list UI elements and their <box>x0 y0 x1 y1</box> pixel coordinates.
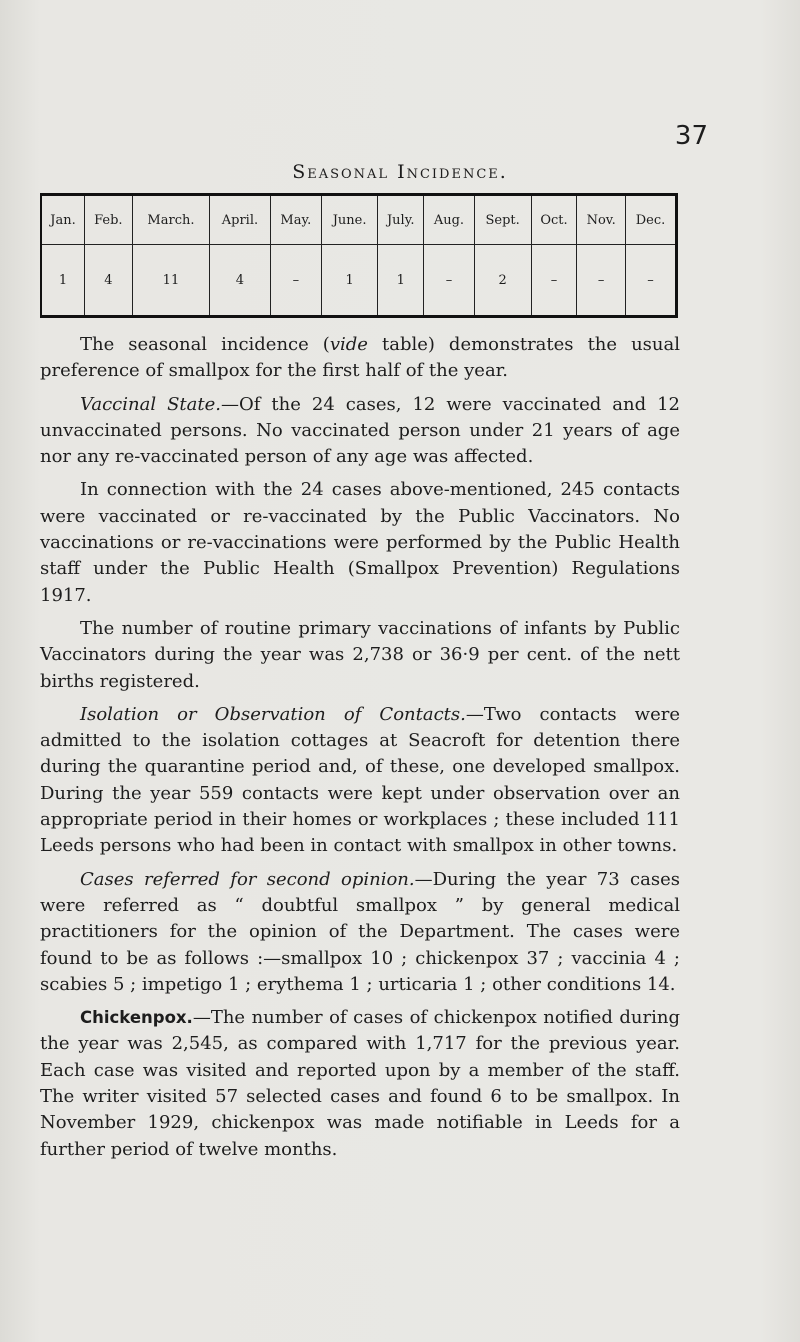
value-cell: 1 <box>41 245 85 317</box>
paragraph-text: —Of the 24 cases, 12 were vaccinated and 12 unvaccinated persons. No vaccinated person under 21 years of age nor any re-vaccinated person of any age was affected. <box>40 393 680 468</box>
paragraph-text: —The number of cases of chickenpox notified during the year was 2,545, as compared with 1,717 for the previous year. Each case was visited and reported upon by a member of the staff. The writer visited 57 selected cases and found 6 to be smallpox. In November 1929, chickenpox was made notifiable in Leeds for a further period of twelve months. <box>40 1007 680 1160</box>
header-cell: Sept. <box>474 195 531 245</box>
paragraph-heading: Cases referred for second opinion. <box>80 868 415 890</box>
paragraph-contacts-vaccinated: In connection with the 24 cases above-mentioned, 245 contacts were vaccinated or re-vaccinated by the Public Vaccinators. No vaccinations or re-vaccinations were performed by the Public Health staff under the Public Health (Smallpox Prevention) Regulations 1917. <box>40 479 680 606</box>
header-cell: Feb. <box>85 195 133 245</box>
page-number: 37 <box>674 121 708 151</box>
header-cell: June. <box>322 195 378 245</box>
value-cell: – <box>531 245 577 317</box>
value-cell: – <box>626 245 677 317</box>
value-cell: – <box>424 245 474 317</box>
seasonal-incidence-table <box>40 193 678 318</box>
header-cell: May. <box>270 195 321 245</box>
paragraph-heading: Chickenpox. <box>80 1008 193 1028</box>
header-cell: Oct. <box>531 195 577 245</box>
paragraph-text: —Two contacts were admitted to the isolation cottages at Seacroft for detention there during the quarantine period and, of these, one developed smallpox. During the year 559 contacts were kept under observation over an appropriate period in their homes or workplaces ; these included 111 Leeds persons who had been in contact with smallpox in other towns. <box>40 703 680 857</box>
header-cell: Dec. <box>626 195 677 245</box>
header-cell: Jan. <box>41 195 85 245</box>
header-cell: March. <box>132 195 210 245</box>
paragraph-routine-vaccinations: The number of routine primary vaccinations of infants by Public Vaccinators during the year was 2,738 or 36·9 per cent. of the nett births registered. <box>40 617 680 692</box>
table-header-row <box>41 195 677 245</box>
paragraph-second-opinion <box>40 867 680 998</box>
paragraph-seasonal <box>40 332 680 385</box>
section-title: Seasonal Incidence. <box>292 161 508 183</box>
value-cell: 4 <box>210 245 270 317</box>
paragraph-text: —During the year 73 cases were referred as “ doubtful smallpox ” by general medical practitioners for the opinion of the Department. The cases were found to be as follows :—smallpox 10 ; chickenpox 37 ; vaccinia 4 ; scabies 5 ; impetigo 1 ; erythema 1 ; urticaria 1 ; other conditions 14. <box>40 868 680 995</box>
value-cell: 4 <box>85 245 133 317</box>
header-cell: April. <box>210 195 270 245</box>
paragraph-heading: Isolation or Observation of Contacts. <box>80 703 466 725</box>
paragraph-isolation <box>40 702 680 860</box>
paragraph-heading: Vaccinal State. <box>80 393 221 415</box>
table-row <box>41 245 677 317</box>
value-cell: – <box>270 245 321 317</box>
header-cell: Aug. <box>424 195 474 245</box>
value-cell: 2 <box>474 245 531 317</box>
value-cell: 1 <box>378 245 424 317</box>
value-cell: 11 <box>132 245 210 317</box>
paragraph-italic: vide <box>329 334 368 355</box>
paragraph-vaccinal-state <box>40 392 680 471</box>
body-text <box>40 332 680 1170</box>
header-cell: July. <box>378 195 424 245</box>
paragraph-text: The seasonal incidence ( <box>80 334 330 355</box>
value-cell: 1 <box>322 245 378 317</box>
paragraph-chickenpox <box>40 1005 680 1163</box>
value-cell: – <box>577 245 626 317</box>
header-cell: Nov. <box>577 195 626 245</box>
paragraph-text: table) demonstrates the usual preference of smallpox for the first half of the year. <box>40 334 680 382</box>
